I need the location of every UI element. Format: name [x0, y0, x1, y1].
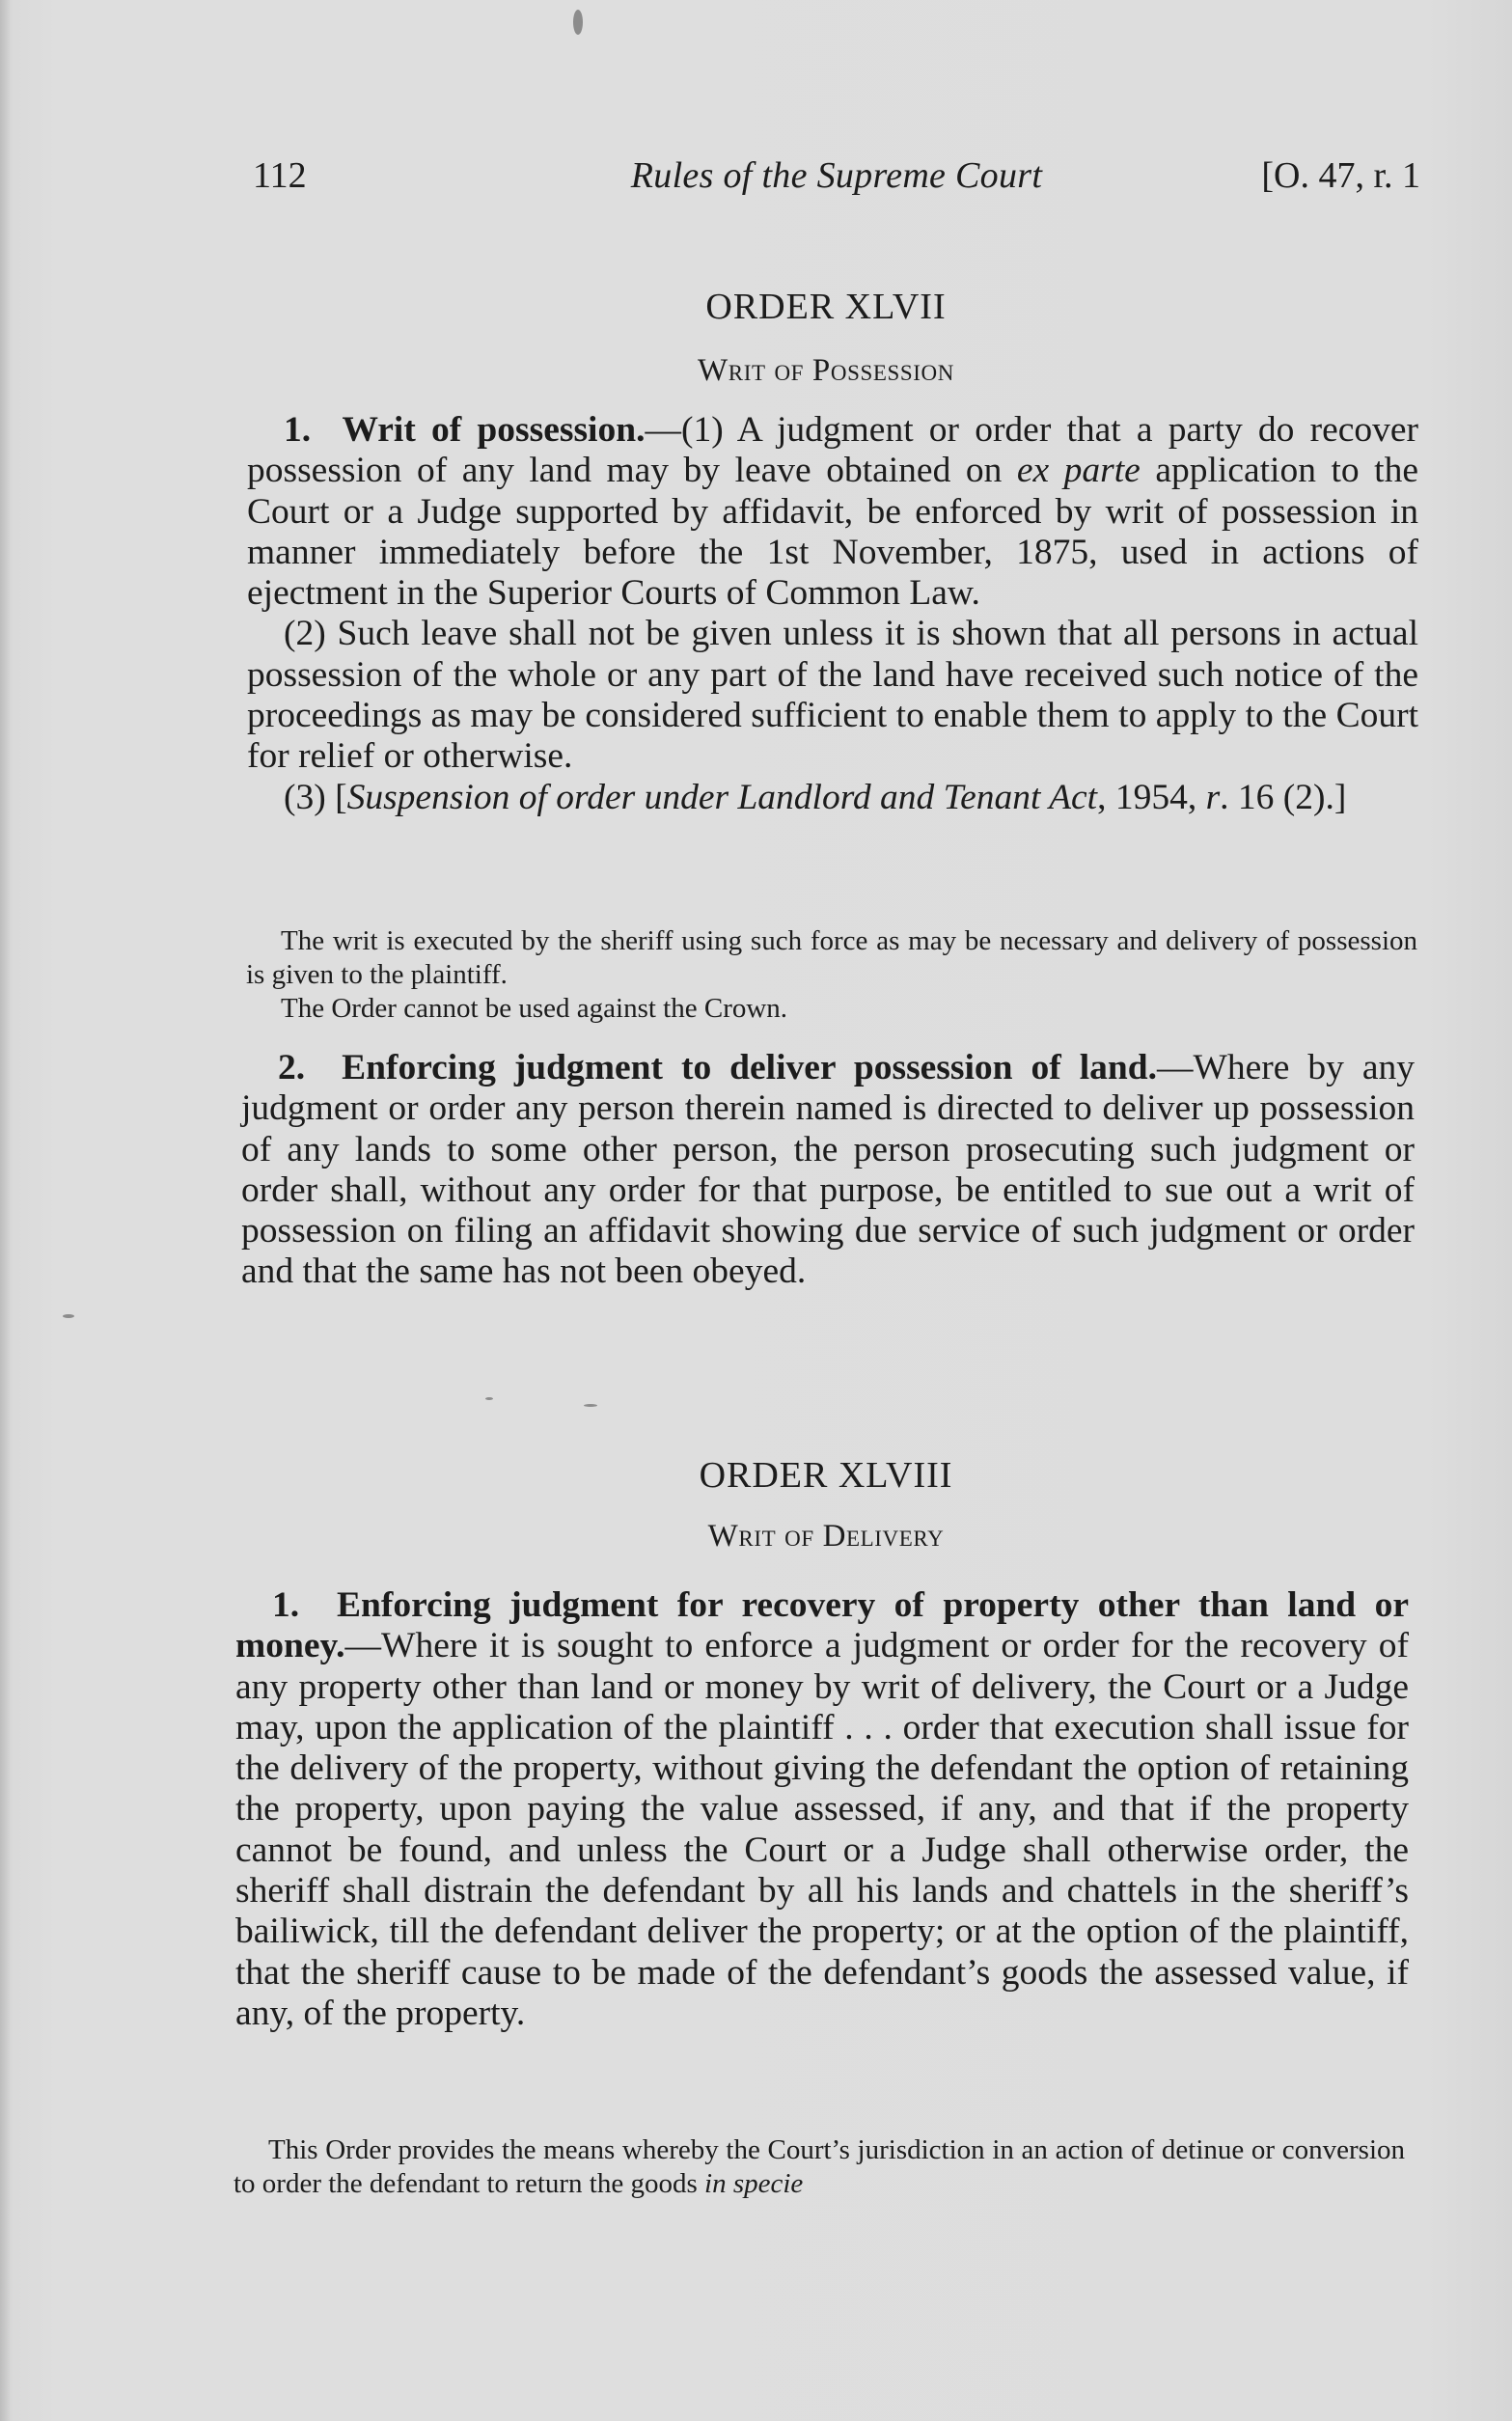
order-48-note: [234, 2133, 1405, 2201]
scan-speck: [485, 1397, 493, 1400]
rule-1-para-2: (2) Such leave shall not be given unless it is shown that all persons in actual possession of the whole or any part of the land have received such notice of the proceedings as may be considered sufficient to enable them to apply to the Court for relief or otherwise.: [247, 614, 1418, 777]
order-47-notes: [246, 924, 1417, 1026]
scan-speck: [63, 1314, 74, 1318]
em-dash: —: [645, 410, 681, 450]
scan-speck: [584, 1404, 597, 1407]
rule-1-para-3: [247, 778, 1418, 818]
italic-term: ex parte: [1016, 451, 1141, 491]
rule-number: 1.: [284, 410, 312, 450]
italic-term: r: [1205, 777, 1221, 817]
page-binding-edge: [0, 0, 10, 2421]
order-47-subtitle: Writ of Possession: [698, 353, 954, 388]
rule-number: 1.: [272, 1585, 300, 1625]
text-run: . 16 (2).]: [1220, 777, 1347, 817]
rule-heading: Enforcing judgment to deliver possession of land.: [342, 1048, 1157, 1087]
text-run: (1) A judgment or order that a party do recover possession of any land may by leave obtained on: [247, 410, 1419, 491]
order-47-rule-1: [247, 410, 1418, 818]
text-run: (3) [: [284, 777, 347, 817]
order-48-title: ORDER XLVIII: [699, 1455, 953, 1496]
page-number: 112: [253, 155, 307, 196]
text-run: This Order provides the means whereby the Court’s jurisdiction in an action of detinue or conversion to order the defendant to return the goods: [234, 2134, 1405, 2199]
rule-number: 2.: [278, 1048, 306, 1087]
text-run: Where it is sought to enforce a judgment or order for the recovery of any property other than land or money by writ of delivery, the Court or a Judge may, upon the application of the plaintiff . . . order that execution shall issue for the delivery of the property, without giving the defendant the option of retaining the property, upon paying the value assessed, if any, and that if the property cannot be found, and unless the Court or a Judge shall otherwise order, the sheriff shall distrain the defendant by all his lands and chattels in the sheriff’s bailiwick, till the defendant deliver the property; or at the option of the plaintiff, that the sheriff cause to be made of the defendant’s goods the assessed value, if any, of the property.: [235, 1626, 1409, 2033]
rule-1-para-1: [247, 410, 1418, 614]
rule-heading: Writ of possession.: [342, 410, 646, 450]
rule-1-para: [235, 1585, 1409, 2034]
text-run: Where by any judgment or order any person therein named is directed to deliver up possession of any lands to some other person, the person prosecuting such judgment or order shall, without any order for that purpose, be entitled to sue out a writ of possession on filing an affidavit showing due service of such judgment or order and that the same has not been obeyed.: [241, 1048, 1415, 1292]
rule-heading: Enforcing judgment for recovery of property other than land or money.: [235, 1585, 1410, 1666]
rule-2-para: [241, 1048, 1415, 1293]
section-reference: [O. 47, r. 1: [1261, 155, 1420, 196]
note-2: The Order cannot be used against the Crown.: [281, 993, 788, 1024]
order-48-rule-1: [235, 1585, 1409, 2034]
order-48-subtitle: Writ of Delivery: [707, 1519, 945, 1554]
order-47-title: ORDER XLVII: [705, 287, 947, 327]
running-head: [253, 154, 1420, 203]
text-run: application to the Court or a Judge supported by affidavit, be enforced by writ of possession in manner immediately before the 1st November, 1875, used in actions of ejectment in the Superior Courts of Common Law.: [247, 451, 1418, 614]
text-run: , 1954,: [1097, 777, 1206, 817]
italic-term: in specie: [704, 2168, 804, 2199]
em-dash: —: [344, 1626, 382, 1666]
note-1: [234, 2133, 1405, 2201]
italic-term: Suspension of order under Landlord and Tenant Act: [346, 777, 1098, 817]
book-title: Rules of the Supreme Court: [630, 155, 1043, 196]
order-47-rule-2: [241, 1048, 1415, 1293]
em-dash: —: [1156, 1048, 1194, 1087]
note-1: The writ is executed by the sheriff using such force as may be necessary and delivery of possession is given to the plaintiff.: [246, 925, 1417, 990]
scan-speck: [573, 10, 583, 35]
